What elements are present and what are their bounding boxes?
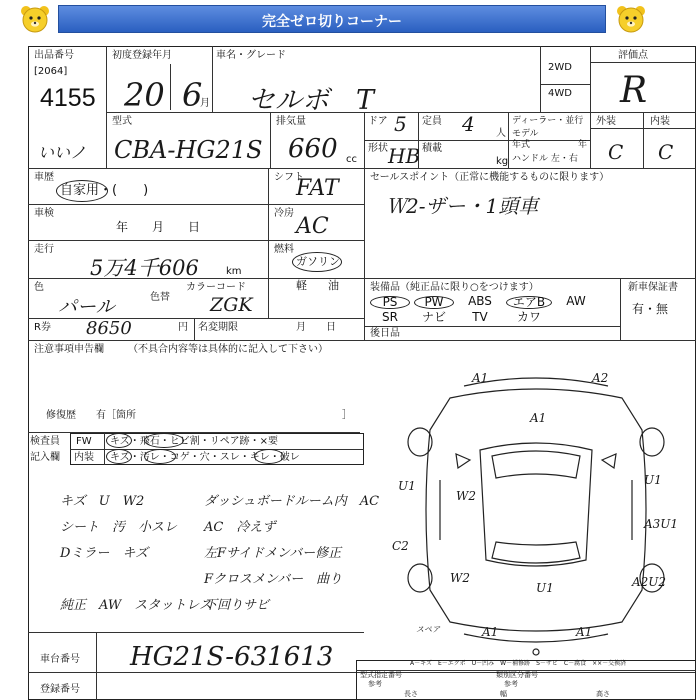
remark-right: Fクロスメンバー 曲り [204,572,343,587]
inspector-label-1: 検査員 [30,436,60,447]
equipment-label: 装備品（純正品に限り○をつけます） [370,282,539,293]
equipment-row-1 [370,294,620,310]
mileage-unit: km [226,266,242,277]
equipment-item: TV [472,310,488,324]
shift-label: シフト [274,172,304,183]
ac-value: AC [296,214,329,239]
model-year-label: モデル [512,129,539,139]
size-length: 長さ [404,690,418,698]
shape-label: 形状 [368,143,388,154]
remark-left: 純正 AW スタットレス [60,598,212,613]
banner [0,0,700,42]
size-height: 高さ [596,690,610,698]
remark-right: AC 冷えず [204,520,276,535]
equipment-item: エアB [506,296,552,309]
score-label: 評価点 [618,50,648,61]
car-damage-diagram [380,360,696,656]
fuel-light: 軽 [296,279,307,292]
car-name: セルボ T [248,85,375,116]
name-change-label: 名変期限 [198,322,238,333]
fw-label: FW [76,436,92,447]
equipment-item: PS [370,296,410,309]
inspector-label-2: 記入欄 [30,452,60,463]
car-history-options: 自家用・( ) [60,183,149,198]
price-label: R券 [34,322,51,333]
class-number-ref: 参考 [504,680,518,688]
steering-label: ハンドル 左・右 [512,154,578,164]
damage-mark: A1 [576,625,593,639]
equipment-item: PW [414,296,454,309]
fuel-label: 燃料 [274,244,294,255]
inspection-label: 車検 [34,208,54,219]
color-label: 色 [34,282,44,293]
warranty-value: 有・無 [632,302,669,316]
damage-mark: A2U2 [632,575,667,589]
interior-label: 内装 [650,116,670,127]
notes-label: 注意事項申告欄 [34,344,104,355]
inspection-value: 年 月 日 [116,220,201,234]
damage-mark: A1 [530,411,547,425]
remarks-list [60,490,380,630]
after-label: 後日品 [370,328,400,339]
displacement-unit: cc [346,154,357,165]
price-unit: 円 [178,322,188,333]
dealer-label: ディーラー・並行 [512,116,584,126]
equipment-item: ABS [468,294,492,308]
reg-number-label: 登録番号 [40,684,80,695]
equipment-row-2 [370,310,620,326]
damage-mark: A1 [472,371,489,385]
banner-title: 完全ゼロ切りコーナー [262,14,402,30]
model-number-label: 型式指定番号 [360,671,402,679]
damage-mark: W2 [456,489,476,503]
selected-scuff-circle [254,449,284,464]
year-label: 年式 [512,140,531,150]
repair-history: 修復歴 有［箇所 [46,410,136,421]
doors-label: ドア [368,116,388,127]
fw-items: キズ・飛石・ヒビ割・リペア跡・×要 [110,436,278,447]
equipment-item: AW [566,294,586,308]
warranty-label: 新車保証書 [628,282,678,293]
mascot-bear-icon [18,4,52,36]
selected-private-circle [56,180,108,202]
model-number-ref: 参考 [368,680,382,688]
exterior-score: C [608,140,624,164]
registration-month: 6 [182,76,203,114]
lot-label: 出品番号 [34,50,74,61]
color-change-label: 色替 [150,292,170,303]
capacity-value: 4 [462,112,475,136]
equipment-item: カワ [516,310,541,324]
score-value: R [620,70,648,111]
registration-label: 初度登録年月 [112,50,172,61]
year-unit: 年 [578,140,588,150]
exterior-label: 外装 [596,116,616,127]
damage-mark: A2 [592,371,609,385]
shape-value: HB [388,144,421,168]
damage-mark: スペア [416,625,440,634]
chassis-label: 車台番号 [40,654,80,665]
size-width: 幅 [500,690,507,698]
model-code: CBA-HG21S [114,136,263,164]
fuel-gas: ガソリン [296,255,340,268]
selected-int-scratch-circle [106,449,132,464]
interior-inspect-label: 内装 [74,452,94,463]
lot-mark: いいノ [38,143,87,162]
notes-sub: （不具合内容等は具体的に記入して下さい） [128,344,328,355]
drive-2wd: 2WD [548,62,572,73]
registration-year: 20 [124,76,165,114]
damage-mark: A3U1 [644,517,679,531]
lot-number: 4155 [40,84,96,112]
displacement-value: 660 [288,134,338,164]
remark-right: 左Fサイドメンバー修正 [204,546,342,561]
fuel-oil: 油 [328,279,339,292]
damage-mark: U1 [398,479,416,493]
remark-left: シート 汚 小スレ [60,520,178,535]
sales-point-label: セールスポイント（正常に機能するものに限ります） [370,172,610,183]
equipment-item: ナビ [421,310,446,324]
repair-bracket: ］ [342,410,352,421]
damage-mark: U1 [644,473,662,487]
mascot-bear-icon [614,4,648,36]
damage-mark: C2 [392,539,409,553]
color-code-value: ZGK [210,294,253,316]
selected-gas-circle [292,252,342,272]
color-code-label: カラーコード [186,282,246,293]
name-label: 車名・グレード [216,50,286,61]
damage-mark: U1 [536,581,554,595]
price-value: 8650 [86,318,132,339]
damage-legend: A－キズ E－エクボ U－凹み W－補修跡 S－サビ C－腐食 ××－交換済 [410,660,627,667]
car-history-label: 車歴 [34,172,54,183]
month-unit: 月 [200,98,210,109]
selected-scratch-circle [106,433,132,448]
sales-point-value: Ｗ2-ザー・1頭車 [386,194,539,218]
interior-inspect-items: キズ・汚レ・コゲ・穴・スレ・キレ・破レ [110,452,300,463]
name-change-date: 月 日 [296,322,336,333]
load-unit: kg [496,156,509,167]
remark-left: Dミラー キズ [60,546,149,561]
mileage-label: 走行 [34,244,54,255]
interior-score: C [658,140,674,164]
capacity-label: 定員 [422,116,442,127]
load-label: 積載 [422,143,442,154]
equipment-item: SR [382,310,398,324]
chassis-number: HG21S-631613 [130,642,334,672]
doors-value: 5 [394,112,407,136]
remark-left: キズ U W2 [60,494,145,509]
remark-right: ダッシュボードルーム内 AC [204,494,380,509]
damage-mark: W2 [450,571,470,585]
mileage-value: 5万4千606 [90,256,199,280]
lot-sub: [2064] [34,66,68,77]
capacity-unit: 人 [496,128,506,139]
shift-value: FAT [296,176,339,201]
drive-4wd: 4WD [548,88,572,99]
selected-stain-circle [144,449,176,464]
class-number-label: 類別区分番号 [496,671,538,679]
damage-mark: A1 [482,625,499,639]
ac-label: 冷房 [274,208,294,219]
selected-chip-circle [144,433,184,448]
color-value: パール [58,296,115,318]
model-label: 型式 [112,116,132,127]
displacement-label: 排気量 [276,116,306,127]
banner-bar [58,5,606,33]
remark-right: 下回りサビ [204,598,270,613]
